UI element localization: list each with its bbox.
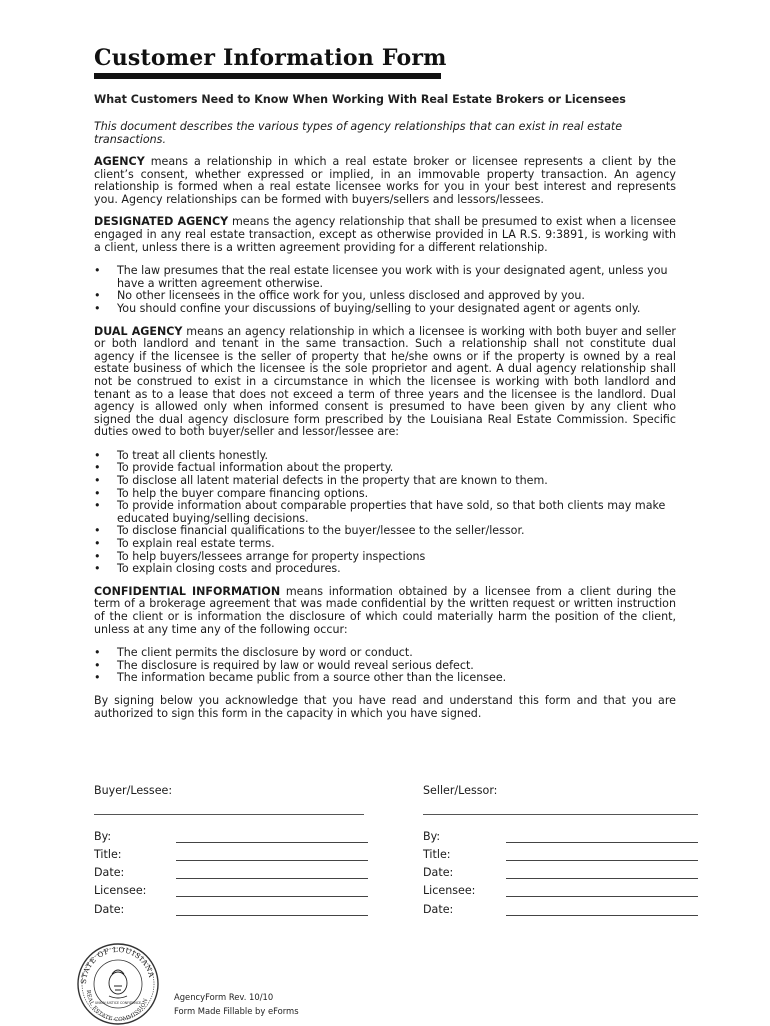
seal-motto: UNION JUSTICE CONFIDENCE <box>95 1001 141 1005</box>
buyer-date-label: Date: <box>94 866 125 879</box>
subtitle: What Customers Need to Know When Working With Real Estate Brokers or Licensees <box>94 93 626 106</box>
agency-term: AGENCY <box>94 155 145 168</box>
bullet-icon: • <box>94 264 101 278</box>
seal-bottom-text: REAL ESTATE COMMISSION <box>84 989 150 1024</box>
bullet-icon: • <box>94 658 101 672</box>
confidential-information-term: CONFIDENTIAL INFORMATION <box>94 584 281 598</box>
form-revision: AgencyForm Rev. 10/10 <box>174 992 274 1002</box>
bullet-item <box>94 303 676 316</box>
seal-outer-ring <box>78 944 158 1024</box>
bullet-text: To treat all clients honestly. <box>117 448 269 462</box>
seller-title-field[interactable] <box>506 860 698 861</box>
seller-by-label: By: <box>423 830 441 843</box>
seller-licensee-date-label: Date: <box>423 903 454 916</box>
bullet-text: To explain closing costs and procedures. <box>117 562 341 576</box>
pelican-icon <box>109 970 127 998</box>
bullet-item <box>94 672 676 685</box>
bullet-icon: • <box>94 448 101 462</box>
signature-row-by <box>94 830 698 843</box>
designated-agency-text: means the agency relationship that shall be presumed to exist when a licensee engaged in any real estate transaction, except as otherwise provided in LA R.S. 9:3891, is working with a client, unless there is a written agreement providing for a different relationship. <box>94 215 676 254</box>
bullet-icon: • <box>94 289 101 303</box>
buyer-lessee-line[interactable] <box>94 814 364 815</box>
bullet-icon: • <box>94 461 101 475</box>
seller-date-field[interactable] <box>506 878 698 879</box>
signature-row-date <box>94 866 698 879</box>
bullet-text: To disclose all latent material defects in the property that are known to them. <box>117 474 548 488</box>
seller-licensee-field[interactable] <box>506 896 698 897</box>
bullet-item <box>94 265 676 290</box>
signature-row-licensee <box>94 884 698 897</box>
agency-paragraph <box>94 156 676 206</box>
buyer-title-field[interactable] <box>176 860 368 861</box>
bullet-text: No other licensees in the office work for you, unless disclosed and approved by you. <box>117 289 585 303</box>
acknowledgement-paragraph: By signing below you acknowledge that you have read and understand this form and that you are authorized to sign this form in the capacity in which you have signed. <box>94 693 676 720</box>
bullet-text: You should confine your discussions of buying/selling to your designated agent or agents only. <box>117 301 641 315</box>
buyer-date-field[interactable] <box>176 878 368 879</box>
louisiana-real-estate-commission-seal <box>74 938 162 1026</box>
seller-lessor-line[interactable] <box>423 814 698 815</box>
dual-agency-text: means an agency relationship in which a licensee is working with both buyer and seller or both landlord and tenant in the same transaction. Such a relationship shall not constitute dual agency if the licensee is the seller of property that he/she owns or if the property is owned by a real estate business of which the licensee is the sole proprietor and agent. A dual agency relationship shall not be construed to exist in a circumstance in which the licensee is working with both landlord and tenant as to a lease that does not exceed a term of three years and the licensee is the landlord. Dual agency is allowed only when informed consent is presumed to have been given by any client who signed the dual agency disclosure form prescribed by the Louisiana Real Estate Commission. Specific duties owed to both buyer/seller and lessor/lessee are: <box>94 324 676 439</box>
bullet-icon: • <box>94 537 101 551</box>
bullet-icon: • <box>94 301 101 315</box>
bullet-text: To help buyers/lessees arrange for property inspections <box>117 549 426 563</box>
fillable-credit: Form Made Fillable by eForms <box>174 1006 299 1016</box>
seller-licensee-label: Licensee: <box>423 884 476 897</box>
bullet-icon: • <box>94 671 101 685</box>
bullet-icon: • <box>94 549 101 563</box>
bullet-item <box>94 563 676 576</box>
dual-agency-paragraph <box>94 326 676 439</box>
bullet-item <box>94 500 676 525</box>
agency-text: means a relationship in which a real estate broker or licensee represents a client by the client’s consent, whether expressed or implied, in an immovable property transaction. An agency relationship is formed when a real estate licensee works for you in your best interest and represents you. Agency relationships can be formed with buyers/sellers and lessors/lessees. <box>94 155 676 206</box>
bullet-text: To provide factual information about the property. <box>117 461 394 475</box>
buyer-by-field[interactable] <box>176 842 368 843</box>
bullet-icon: • <box>94 474 101 488</box>
designated-agency-list <box>94 265 676 315</box>
signature-row-title <box>94 848 698 861</box>
designated-agency-paragraph <box>94 216 676 254</box>
buyer-lessee-label: Buyer/Lessee: <box>94 784 173 797</box>
dual-agency-duties-list <box>94 450 676 576</box>
bullet-text: To explain real estate terms. <box>117 537 275 551</box>
dual-agency-term: DUAL AGENCY <box>94 324 183 338</box>
seller-title-label: Title: <box>423 848 451 861</box>
bullet-icon: • <box>94 524 101 538</box>
bullet-text: The disclosure is required by law or would reveal serious defect. <box>117 658 474 672</box>
signature-row-licensee-date <box>94 903 698 916</box>
designated-agency-term: DESIGNATED AGENCY <box>94 215 229 229</box>
form-body <box>94 44 676 720</box>
bullet-text: The information became public from a source other than the licensee. <box>117 671 507 685</box>
buyer-licensee-field[interactable] <box>176 896 368 897</box>
bullet-icon: • <box>94 499 101 513</box>
confidential-information-paragraph <box>94 586 676 636</box>
bullet-icon: • <box>94 646 101 660</box>
bullet-text: The law presumes that the real estate licensee you work with is your designated agent, unless you have a written agreement otherwise. <box>117 264 668 290</box>
buyer-licensee-date-label: Date: <box>94 903 125 916</box>
intro-text: This document describes the various types of agency relationships that can exist in real estate transactions. <box>94 120 623 146</box>
bullet-text: The client permits the disclosure by word or conduct. <box>117 646 413 660</box>
bullet-text: To disclose financial qualifications to the buyer/lessee to the seller/lessor. <box>117 524 525 538</box>
seller-date-label: Date: <box>423 866 454 879</box>
title-underline <box>94 73 441 79</box>
buyer-title-label: Title: <box>94 848 122 861</box>
seller-licensee-date-field[interactable] <box>506 915 698 916</box>
bullet-icon: • <box>94 486 101 500</box>
bullet-text: To help the buyer compare financing options. <box>117 486 369 500</box>
seller-lessor-label: Seller/Lessor: <box>423 784 498 797</box>
confidential-information-text: means information obtained by a licensee from a client during the term of a brokerage agreement that was made confidential by the written request or written instruction of the client or is information the disclosure of which could materially harm the position of the client, unless at any time any of the following occur: <box>94 584 676 636</box>
bullet-icon: • <box>94 562 101 576</box>
page-title: Customer Information Form <box>94 45 447 71</box>
buyer-licensee-label: Licensee: <box>94 884 147 897</box>
buyer-by-label: By: <box>94 830 112 843</box>
seller-by-field[interactable] <box>506 842 698 843</box>
confidential-information-list <box>94 647 676 685</box>
seal-top-text: STATE OF LOUISIANA <box>78 944 157 985</box>
bullet-text: To provide information about comparable properties that have sold, so that both clients may make educated buying/selling decisions. <box>117 499 666 525</box>
buyer-licensee-date-field[interactable] <box>176 915 368 916</box>
